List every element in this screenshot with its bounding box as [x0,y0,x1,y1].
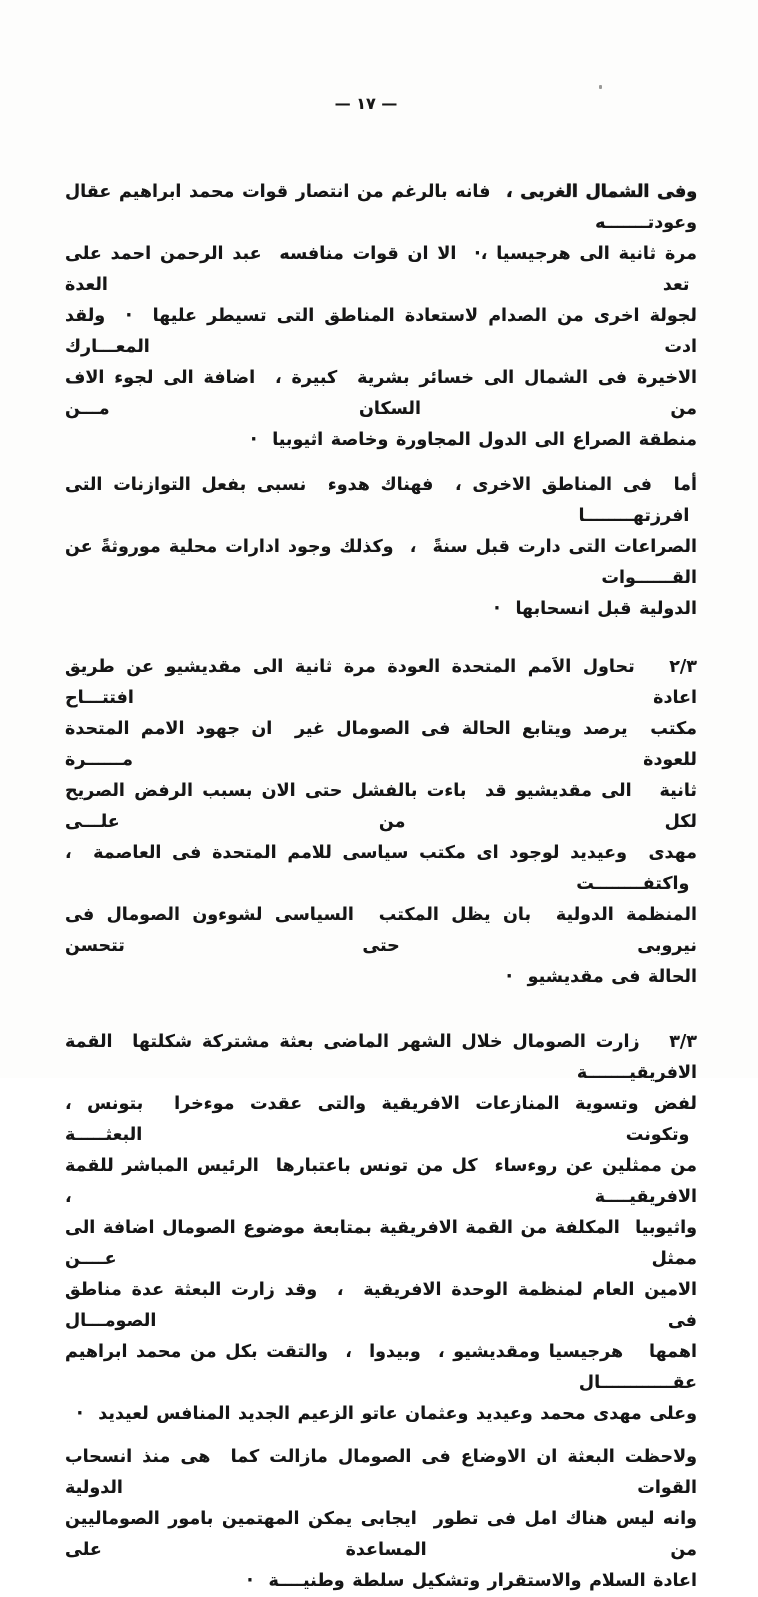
text-line: الدولية قبل انسحابها · [493,599,697,619]
text-line: وعلى مهدى محمد وعيديد وعثمان عاتو الزعيم الجديد المنافس لعيديد · [76,1404,697,1424]
text-line: ثانية الى مقديشيو قد باءت بالفشل حتى الان بسبب الرفض الصريح لكل من علـــى [65,781,697,832]
text-line: مهدى وعيديد لوجود اى مكتب سياسى للامم المتحدة فى العاصمة ، واكتفــــــــت [65,843,697,894]
text-line: الحالة فى مقديشيو · [505,967,697,987]
text-line: مرة ثانية الى هرجيسيا ،· الا ان قوات منافسه عبد الرحمن احمد على تعد العدة [65,244,697,295]
text-line: الامين العام لمنظمة الوحدة الافريقية ، وقد زارت البعثة عدة مناطق فى الصومـــال [65,1280,697,1331]
paragraph-northwest-situation [65,177,697,456]
page-number: — ١٧ — [334,94,398,113]
paragraph-african-summit-mission [65,1027,697,1430]
paragraph-mission-observations [65,1442,697,1597]
text-line: وانه ليس هناك امل فى تطور ايجابى يمكن المهتمين بامور الصوماليين من المساعدة على [65,1509,697,1560]
text-line: اعادة السلام والاستقرار وتشكيل سلطة وطنيــــة · [246,1571,697,1591]
text-line [65,177,697,239]
paragraph-un-return-attempt [65,652,697,993]
text-line: اهمها هرجيسيا ومقديشيو ، وبيدوا ، والتقت بكل من محمد ابراهيم عقــــــــــــال [65,1342,697,1393]
scan-speck [599,85,602,89]
text-line: ولاحظت البعثة ان الاوضاع فى الصومال مازالت كما هى منذ انسحاب القوات الدولية [65,1447,697,1498]
text-line: لجولة اخرى من الصدام لاستعادة المناطق التى تسيطر عليها · ولقد ادت المعـــارك [65,306,697,357]
text-line: الاخيرة فى الشمال الى خسائر بشرية كبيرة ، اضافة الى لجوء الاف من السكان مـــن [65,368,697,419]
text-line: لفض وتسوية المنازعات الافريقية والتى عقدت موءخرا بتونس ، وتكونت البعثـــــة [65,1094,697,1145]
text-line: من ممثلين عن روءساء كل من تونس باعتبارها الرئيس المباشر للقمة الافريقيــــة ، [65,1156,697,1207]
document-body [0,177,758,1597]
text-line: الصراعات التى دارت قبل سنةً ، وكذلك وجود ادارات محلية موروثةً عن القــــــوات [65,537,697,588]
text-line: ٣/٣ زارت الصومال خلال الشهر الماضى بعثة مشتركة شكلتها القمة الافريقيـــــــة [65,1032,697,1083]
text-line: ٢/٣ تحاول الاَمم المتحدة العودة مرة ثانية الى مقديشيو عن طريق اعادة افتتـــاح [65,657,697,708]
text-line: مكتب يرصد ويتابع الحالة فى الصومال غير ان جهود الامم المتحدة للعودة مــــــرة [65,719,697,770]
lead-phrase: وفى الشمال الغربى ، [505,182,697,202]
paragraph-other-regions [65,470,697,625]
text-line: واثيوبيا المكلفة من القمة الافريقية بمتابعة موضوع الصومال اضافة الى ممثل عــــن [65,1218,697,1269]
text-line: أما فى المناطق الاخرى ، فهناك هدوء نسبى بفعل التوازنات التى افرزتهــــــــا [65,475,697,526]
text-run: فانه بالرغم من انتصار قوات محمد ابراهيم عقال وعودتـــــــه [65,182,697,233]
text-line: المنظمة الدولية بان يظل المكتب السياسى لشوءون الصومال فى نيروبى حتى تتحسن [65,905,697,956]
text-line: منطقة الصراع الى الدول المجاورة وخاصة اثيوبيا · [250,430,697,450]
